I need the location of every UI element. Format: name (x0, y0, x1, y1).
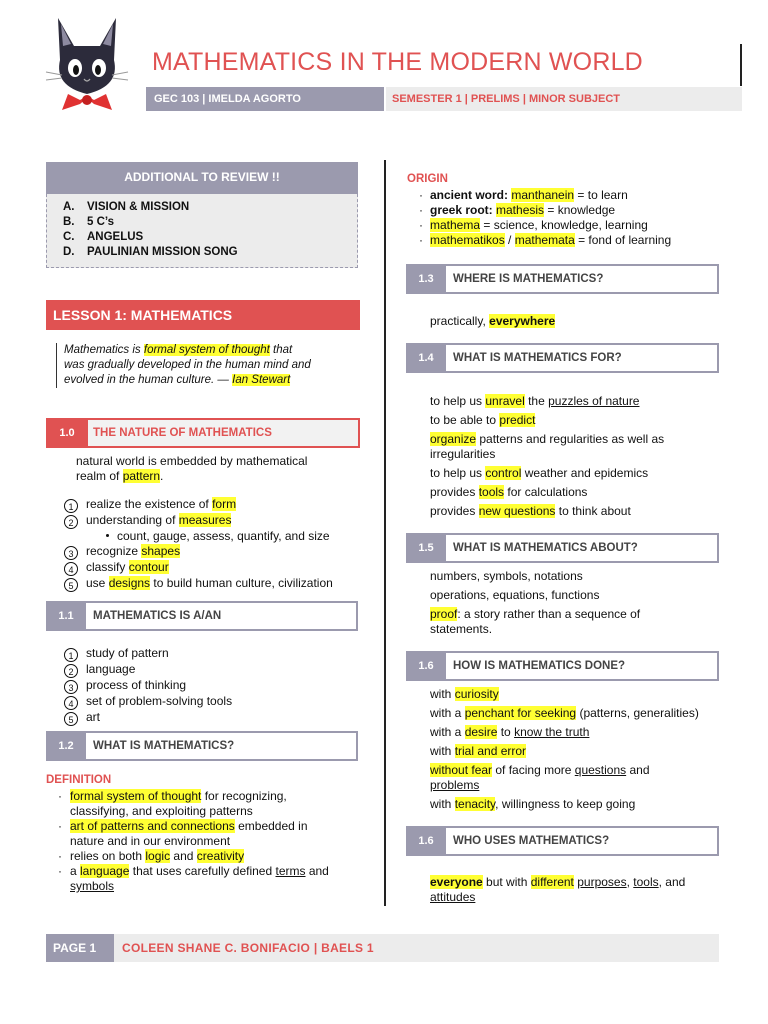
nature-intro: natural world is embedded by mathematical realm of pattern. (76, 454, 308, 483)
review-item: D. PAULINIAN MISSION SONG (63, 246, 238, 258)
list-item: · mathema = science, knowledge, learning (419, 218, 648, 232)
definition-label: DEFINITION (46, 774, 112, 786)
lesson-quote: Mathematics is formal system of thought that was gradually developed in the human mind and evolved in the human culture. — Ian Stewart (56, 343, 354, 388)
list-item: 2 language (64, 662, 232, 678)
section-number: 1.3 (406, 264, 446, 294)
title-rule (740, 44, 742, 86)
list-item: 1 realize the existence of form (64, 497, 333, 513)
origin-label: ORIGIN (407, 173, 448, 185)
review-item: A. VISION & MISSION (63, 201, 190, 213)
where-text: practically, everywhere (430, 314, 556, 328)
course-info: GEC 103 | IMELDA AGORTO (146, 87, 384, 111)
list-item: 2 understanding of measures (64, 513, 333, 529)
list-item: · formal system of thought for recognizing, (58, 789, 287, 803)
list-item: 5 use designs to build human culture, civilization (64, 576, 333, 592)
list-item: 4 classify contour (64, 560, 333, 576)
column-divider (384, 160, 386, 906)
list-item: 4 set of problem-solving tools (64, 694, 232, 710)
section-1-6b-header (406, 826, 719, 856)
section-number: 1.4 (406, 343, 446, 373)
list-item: 5 art (64, 710, 232, 726)
page-title: MATHEMATICS IN THE MODERN WORLD (152, 48, 643, 76)
section-number: 1.6 (406, 651, 446, 681)
section-1-0-header (46, 418, 360, 448)
list-item: 3 process of thinking (64, 678, 232, 694)
list-item: · ancient word: manthanein = to learn (419, 188, 628, 202)
review-list (46, 194, 358, 268)
review-header: ADDITIONAL TO REVIEW !! (46, 162, 358, 194)
list-item: · a language that uses carefully defined terms and (58, 864, 329, 878)
about-list: numbers, symbols, notations operations, equations, functions proof: a story rather than a sequence of statements. (430, 569, 641, 636)
origin-list (419, 188, 671, 248)
black-cat-icon (44, 12, 130, 116)
definition-list: · formal system of thought for recognizing, classifying, and exploiting patterns · art of patterns and connections embedded in nature and in our environment · relies on both logic and creativity · a language that uses carefully defined terms and symbols (58, 789, 329, 893)
section-label: WHAT IS MATHEMATICS ABOUT? (453, 542, 638, 554)
section-1-1-header (46, 601, 358, 631)
section-label: MATHEMATICS IS A/AN (93, 610, 222, 622)
section-label: WHO USES MATHEMATICS? (453, 835, 610, 847)
list-subitem: count, gauge, assess, quantify, and size (64, 529, 333, 544)
review-item: C. ANGELUS (63, 231, 144, 243)
section-number: 1.5 (406, 533, 446, 563)
section-number: 1.2 (46, 731, 86, 761)
page-number: PAGE 1 (46, 934, 114, 962)
list-item: 1 study of pattern (64, 646, 232, 662)
nature-list (64, 497, 333, 592)
section-label: THE NATURE OF MATHEMATICS (93, 427, 272, 439)
list-item: · art of patterns and connections embedded in (58, 819, 308, 833)
section-label: WHERE IS MATHEMATICS? (453, 273, 604, 285)
author-name: COLEEN SHANE C. BONIFACIO | BAELS 1 (122, 941, 374, 955)
section-label: WHAT IS MATHEMATICS FOR? (453, 352, 622, 364)
section-label: WHAT IS MATHEMATICS? (93, 740, 235, 752)
lesson-banner: LESSON 1: MATHEMATICS (46, 300, 360, 330)
section-1-3-header (406, 264, 719, 294)
review-item: B. 5 C’s (63, 216, 115, 228)
section-1-2-header (46, 731, 358, 761)
section-number: 1.6 (406, 826, 446, 856)
how-list: with curiosity with a penchant for seeking (patterns, generalities) with a desire to know the truth with trial and error without fear of facing more questions and problems with tenacity, willingness to keep going (430, 687, 699, 811)
list-item: · relies on both logic and creativity (58, 849, 245, 863)
section-1-4-header (406, 343, 719, 373)
section-1-6-header (406, 651, 719, 681)
section-label: HOW IS MATHEMATICS DONE? (453, 660, 626, 672)
who-text: everyone but with different purposes, tools, and attitudes (430, 875, 686, 904)
for-list: to help us unravel the puzzles of nature to be able to predict organize patterns and regularities as well as irregularities to help us control weather and epidemics provides tools for calculations provides new questions to think about (430, 394, 665, 518)
section-1-5-header (406, 533, 719, 563)
section-number: 1.1 (46, 601, 86, 631)
list-item: · greek root: mathesis = knowledge (419, 203, 616, 217)
list-item: 3 recognize shapes (64, 544, 333, 560)
math-is-list (64, 646, 232, 726)
section-number: 1.0 (46, 418, 88, 448)
semester-info: SEMESTER 1 | PRELIMS | MINOR SUBJECT (386, 87, 742, 111)
list-item: · mathematikos / mathemata = fond of learning (419, 233, 672, 247)
